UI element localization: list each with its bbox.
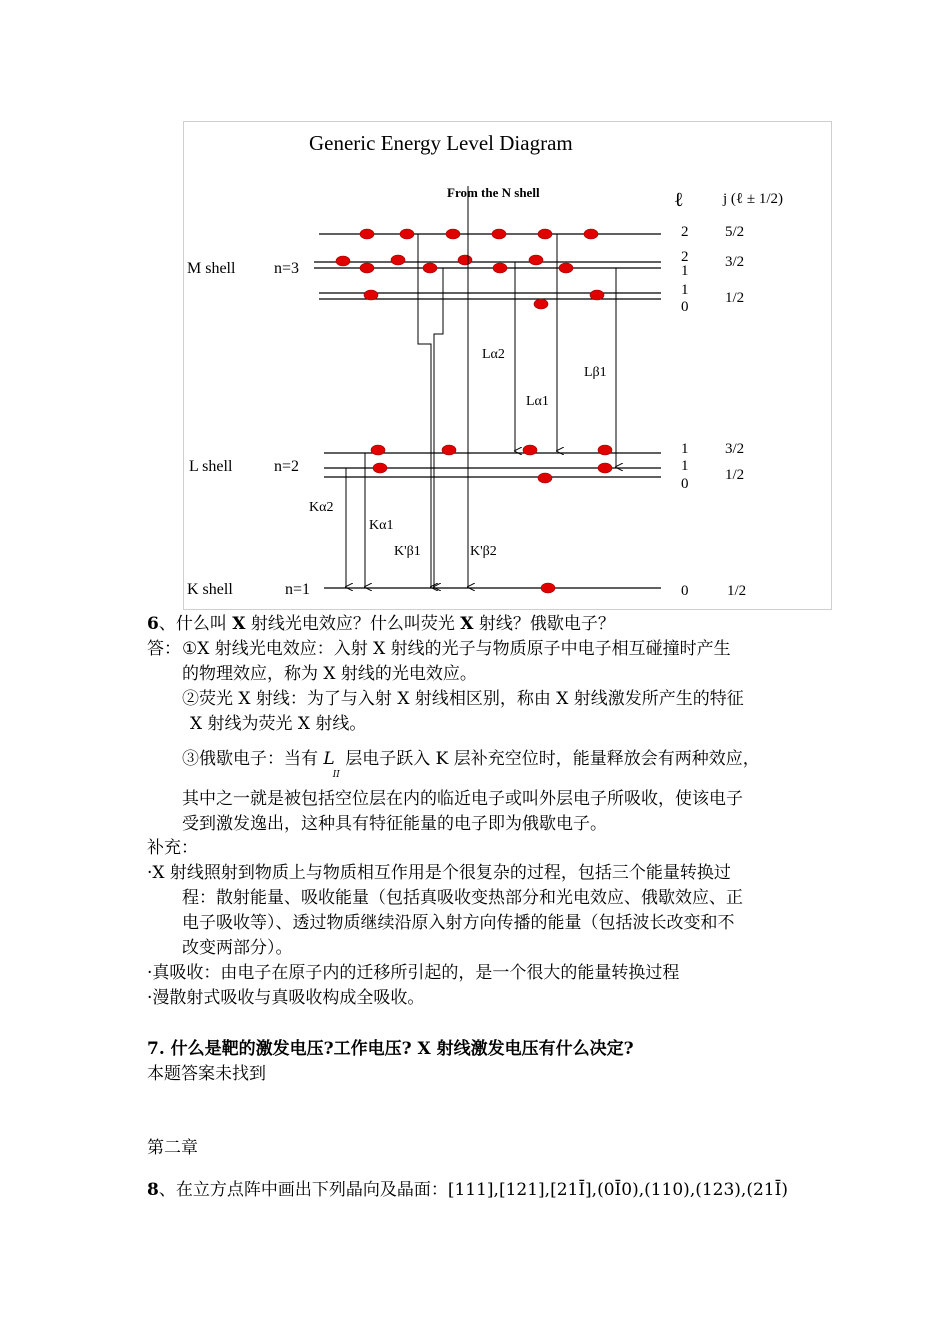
electron	[584, 229, 598, 239]
l-l-value: 1	[681, 441, 689, 457]
ka1-label: Kα1	[369, 518, 394, 533]
j-column-header: j (ℓ ± 1/2)	[723, 191, 783, 207]
q8-text: 、在立方点阵中画出下列晶向及晶面：[111],[121],[21Ī],(0Ī0),(110),(123),(21Ī)	[158, 1180, 788, 1200]
k-j-value: 1/2	[727, 583, 747, 599]
l-shell-n: n=2	[274, 458, 300, 475]
electron	[400, 229, 414, 239]
m-shell-label: M shell	[187, 260, 236, 277]
m-l-value: 0	[681, 299, 689, 315]
electron	[534, 299, 548, 309]
chapter-title: 第二章	[147, 1138, 198, 1158]
l-symbol: L	[323, 749, 335, 769]
supplement-line: ·X 射线照射到物质上与物质相互作用是个很复杂的过程，包括三个能量转换过	[147, 863, 731, 883]
electron	[391, 255, 405, 265]
energy-level-diagram	[183, 121, 832, 610]
electron	[598, 463, 612, 473]
k-shell-label: K shell	[187, 581, 233, 598]
electron	[442, 445, 456, 455]
m-l-value: 2	[681, 249, 689, 265]
l-j-value: 1/2	[725, 467, 745, 483]
kb2-label: K'β2	[470, 544, 497, 559]
electron	[538, 473, 552, 483]
electron	[538, 229, 552, 239]
electron	[493, 263, 507, 273]
l-column-header: ℓ	[675, 189, 683, 211]
electron	[458, 255, 472, 265]
answer-2-line: ②荧光 X 射线：为了与入射 X 射线相区别，称由 X 射线激发所产生的特征	[182, 689, 744, 709]
answer-1-line: 的物理效应，称为 X 射线的光电效应。	[182, 664, 477, 684]
electron	[364, 290, 378, 300]
kb1-label: K'β1	[394, 544, 421, 559]
supplement-title: 补充：	[147, 838, 198, 858]
answer-3-text: ③俄歇电子：当有	[182, 749, 324, 769]
answer-prefix: 答：	[147, 639, 181, 659]
m-j-value: 1/2	[725, 290, 745, 306]
electron	[371, 445, 385, 455]
k-shell-n: n=1	[285, 581, 311, 598]
l-shell-label: L shell	[189, 458, 233, 475]
q6-text: 射线？俄歇电子？	[473, 614, 615, 634]
q8-number: 8	[147, 1180, 159, 1200]
from-n-shell-label: From the N shell	[447, 185, 540, 200]
m-j-value: 5/2	[725, 224, 745, 240]
electron	[590, 290, 604, 300]
answer-1-line: ①X 射线光电效应：入射 X 射线的光子与物质原子中电子相互碰撞时产生	[182, 639, 731, 659]
answer-3-text: 层电子跃入 K 层补充空位时，能量释放会有两种效应，	[339, 749, 760, 769]
q6-number: 6	[147, 614, 159, 634]
question-7: 7. 什么是靶的激发电压?工作电压? X 射线激发电压有什么决定?	[147, 1039, 634, 1059]
question-8	[147, 1178, 788, 1202]
m-l-value: 2	[681, 224, 689, 240]
q6-text: 射线光电效应？什么叫荧光	[245, 614, 461, 634]
electron	[529, 255, 543, 265]
electrons	[336, 229, 612, 593]
supplement-line: 改变两部分）。	[182, 938, 293, 958]
energy-level-svg	[184, 122, 831, 609]
answer-3-line: 其中之一就是被包括空位层在内的临近电子或叫外层电子所吸收，使该电子	[182, 789, 743, 809]
electron	[360, 263, 374, 273]
electron	[492, 229, 506, 239]
l-j-value: 3/2	[725, 441, 745, 457]
answer-3-line	[182, 747, 760, 780]
q6-x: X	[232, 614, 246, 634]
electron	[523, 445, 537, 455]
answer-2-line: X 射线为荧光 X 射线。	[190, 714, 367, 734]
q6-x: X	[460, 614, 474, 634]
supplement-line: 程：散射能量、吸收能量（包括真吸收变热部分和光电效应、俄歇效应、正	[182, 888, 743, 908]
la1-label: Lα1	[526, 394, 549, 409]
electron	[559, 263, 573, 273]
m-l-value: 1	[681, 263, 689, 279]
answer-3-line: 受到激发逸出，这种具有特征能量的电子即为俄歇电子。	[182, 814, 607, 834]
electron	[541, 583, 555, 593]
electron	[446, 229, 460, 239]
electron	[336, 256, 350, 266]
kb1-transition	[418, 234, 431, 587]
kb1-path	[434, 268, 443, 587]
lb1-label: Lβ1	[584, 365, 607, 380]
supplement-line: ·真吸收：由电子在原子内的迁移所引起的，是一个很大的能量转换过程	[147, 963, 680, 983]
l-subscript: II	[332, 770, 340, 780]
l-l-value: 0	[681, 476, 689, 492]
l-l-value: 1	[681, 458, 689, 474]
question-7-answer: 本题答案未找到	[147, 1064, 266, 1084]
electron	[598, 445, 612, 455]
electron	[423, 263, 437, 273]
m-shell-n: n=3	[274, 260, 300, 277]
electron	[360, 229, 374, 239]
question-6	[147, 612, 615, 636]
ka2-label: Kα2	[309, 500, 334, 515]
supplement-line: ·漫散射式吸收与真吸收构成全吸收。	[147, 988, 425, 1008]
diagram-title: Generic Energy Level Diagram	[309, 131, 573, 155]
q6-text: 、什么叫	[158, 614, 233, 634]
supplement-line: 电子吸收等）、透过物质继续沿原入射方向传播的能量（包括波长改变和不	[182, 913, 735, 933]
k-l-value: 0	[681, 583, 689, 599]
m-l-value: 1	[681, 282, 689, 298]
la2-label: Lα2	[482, 347, 505, 362]
electron	[373, 463, 387, 473]
m-j-value: 3/2	[725, 254, 745, 270]
